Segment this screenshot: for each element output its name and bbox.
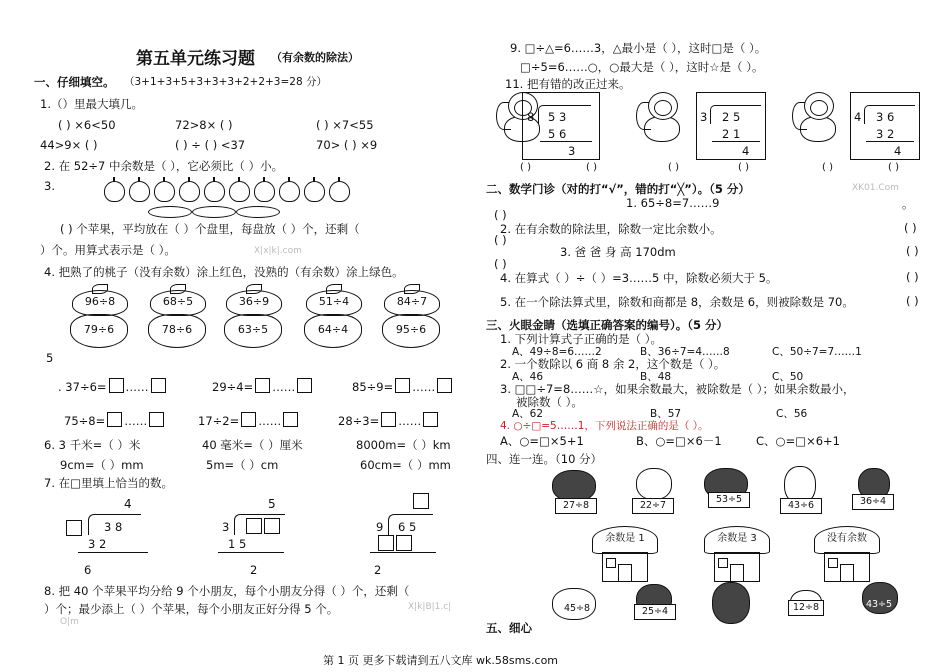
section-2-heading: 二、数学门诊（对的打“√”，错的打“╳”）。（5 分） <box>486 182 750 196</box>
q6-item: 9cm=（ ）mm <box>60 458 144 472</box>
q1-item: ( ) ÷ ( ) <37 <box>175 138 246 152</box>
s3-question-2: 2. 一个数除以 6 商 8 余 2，这个数是（ ）。 <box>500 357 726 371</box>
peach-bottom-expression: 64÷4 <box>304 314 362 348</box>
expression-card: 27÷8 <box>555 498 597 514</box>
s2-item-2: 2. 在有余数的除法里，除数一定比余数小。 <box>500 222 722 236</box>
apple-icon <box>304 181 325 202</box>
expression-card: 22÷7 <box>632 498 674 514</box>
peach-top-expression: 51÷4 <box>306 290 362 316</box>
question-2: 2. 在 52÷7 中余数是（ ），它必须比（ ）小。 <box>44 159 284 173</box>
answer-blank: ( ) <box>586 162 597 173</box>
s2-item-1: 1. 65÷8=7……9 <box>626 196 720 210</box>
answer-blank: ( ) <box>668 162 679 173</box>
apple-icon <box>254 181 275 202</box>
s3-question-3-b: 被除数（ ）。 <box>516 395 583 409</box>
expression-card: 45÷8 <box>563 603 591 614</box>
option: A、46 <box>512 371 544 383</box>
house-label: 没有余数 <box>814 526 880 554</box>
answer-blank: ( ) <box>888 162 899 173</box>
peach-bottom-expression: 79÷6 <box>70 314 128 348</box>
s3-question-3-a: 3. □□÷7=8……☆，如果余数最大，被除数是（ ）；如果余数最小， <box>500 382 855 396</box>
house <box>592 526 658 584</box>
answer-blank: ( ) <box>906 270 919 284</box>
lion-icon <box>712 582 750 624</box>
monkey-icon <box>640 92 694 150</box>
apple-icon <box>204 181 225 202</box>
plate-icon <box>236 206 280 218</box>
quotient: 5 <box>268 497 276 511</box>
peach <box>224 290 282 354</box>
answer-blank: ( ) <box>520 162 531 173</box>
monkey-icon <box>796 92 850 150</box>
panda-icon <box>636 468 672 500</box>
division-line <box>370 552 436 553</box>
house-label: 余数是 1 <box>592 526 658 554</box>
s2-item-3: 3. 爸 爸 身 高 170dm <box>560 245 676 259</box>
page-footer: 第 1 页 更多下载请到五八文库 wk.58sms.com <box>323 654 559 667</box>
dividend: 3 6 <box>876 110 895 124</box>
expression-card: 43÷5 <box>865 599 893 610</box>
s3-question-1: 1. 下列计算式子正确的是（ ）。 <box>500 332 663 346</box>
question-9-line-a: 9. □÷△=6……3，△最小是（ ），这时□是（ ）。 <box>510 41 767 55</box>
s2-item-4: 4. 在算式（ ）÷（ ）=3……5 中，除数必须大于 5。 <box>500 271 778 285</box>
product: 2 1 <box>722 127 741 141</box>
answer-blank: ( ) <box>906 244 919 258</box>
q6-item: 6. 3 千米=（ ）米 <box>44 438 141 452</box>
peach-top-expression: 84÷7 <box>384 290 440 316</box>
section-1-points: （3+1+3+5+3+3+3+2+2+3=28 分） <box>124 76 327 88</box>
q5-item: 85÷9= …… <box>352 378 454 394</box>
answer-blank: ( ) <box>738 162 749 173</box>
divisor: 8 <box>527 110 535 124</box>
quotient: 4 <box>124 497 132 511</box>
watermark: X|x|k|.com <box>254 246 302 256</box>
apple-icon <box>179 181 200 202</box>
q5-item: . 37÷6= …… <box>58 378 168 394</box>
peach <box>382 290 440 354</box>
option: C、50 <box>772 371 804 383</box>
section-3-heading: 三、火眼金睛（选填正确答案的编号）。（5 分） <box>486 318 729 332</box>
problem-frame <box>696 92 766 160</box>
q1-item: ( ) ×7<55 <box>316 118 374 132</box>
expression-card: 25÷4 <box>634 604 676 620</box>
peach-bottom-expression: 95÷6 <box>382 314 440 348</box>
dividend: 2 5 <box>722 110 741 124</box>
blank-box <box>246 518 262 534</box>
problem-frame <box>522 92 600 160</box>
question-7: 7. 在□里填上恰当的数。 <box>44 476 173 490</box>
peach <box>148 290 206 354</box>
house <box>814 526 880 584</box>
answer-blank: ( ) <box>822 162 833 173</box>
expression-card: 43÷6 <box>780 498 822 514</box>
option: C、56 <box>776 408 808 420</box>
divisor: 9 <box>376 520 384 534</box>
question-8-line-b: ）个；最少添上（ ）个苹果，每个小朋友正好分得 5 个。 <box>44 602 339 616</box>
watermark: X|k|B|1.c| <box>408 602 452 612</box>
answer-blank: ( ) <box>904 221 917 235</box>
s3-question-4: 4. ○÷□=5……1，下列说法正确的是（ ）。 <box>500 420 709 432</box>
q6-item: 8000m=（ ）km <box>356 438 451 452</box>
peach <box>304 290 362 354</box>
remainder: 6 <box>84 563 92 577</box>
answer-blank: ( ) <box>906 294 919 308</box>
plate-icon <box>192 206 236 218</box>
product: 1 5 <box>228 537 247 551</box>
question-3-line-a: ( ) 个苹果，平均放在（ ）个盘里，每盘放（ ）个，还剩（ <box>60 222 360 236</box>
remainder: 2 <box>374 563 382 577</box>
remainder: 2 <box>250 563 258 577</box>
q1-item: 72>8× ( ) <box>175 118 233 132</box>
answer-blank: ( ) <box>494 257 507 271</box>
blank-box <box>396 535 412 551</box>
apple-icon <box>229 181 250 202</box>
q5-item: 28÷3= …… <box>338 412 440 428</box>
question-8-line-a: 8. 把 40 个苹果平均分给 9 个小朋友，每个小朋友分得（ ）个，还剩（ <box>44 584 410 598</box>
question-11: 11. 把有错的改正过来。 <box>505 77 631 91</box>
plate-icon <box>148 206 192 218</box>
remainder: 4 <box>742 144 750 158</box>
peach-bottom-expression: 78÷6 <box>148 314 206 348</box>
q6-item: 5m=（ ）cm <box>206 458 279 472</box>
worksheet-title: 第五单元练习题 <box>136 49 255 69</box>
section-1-heading: 一、仔细填空。 <box>34 75 115 89</box>
division-line <box>540 141 592 142</box>
q1-item: ( ) ×6<50 <box>58 118 116 132</box>
house-label: 余数是 3 <box>704 526 770 554</box>
division-line <box>78 552 148 553</box>
option: B、36÷7=4……8 <box>640 346 730 358</box>
peach-top-expression: 96÷8 <box>72 290 128 316</box>
q1-item: 44>9× ( ) <box>40 138 98 152</box>
dividend: 5 3 <box>548 110 567 124</box>
product: 5 6 <box>548 127 567 141</box>
divisor: 3 <box>222 520 230 534</box>
dividend: 6 5 <box>398 520 417 534</box>
division-line <box>712 141 760 142</box>
option: A、49÷8=6……2 <box>512 346 602 358</box>
blank-box <box>264 518 280 534</box>
option: C、50÷7=7……1 <box>772 346 862 358</box>
option: C、○=□×6+1 <box>756 434 840 448</box>
option: A、○=□×5+1 <box>500 434 584 448</box>
blank-box <box>413 493 429 509</box>
apple-icon <box>279 181 300 202</box>
peach-top-expression: 36÷9 <box>226 290 282 316</box>
house <box>704 526 770 584</box>
watermark: O|m <box>60 617 79 627</box>
product: 3 2 <box>876 127 895 141</box>
q5-item: 75÷8= …… <box>64 412 166 428</box>
option: B、○=□×6－1 <box>636 434 722 448</box>
expression-card: 36÷4 <box>852 494 894 510</box>
blank-box <box>378 535 394 551</box>
q5-item: 17÷2= …… <box>198 412 300 428</box>
product: 3 2 <box>88 537 107 551</box>
divisor: 4 <box>854 110 862 124</box>
answer-blank: ( ) <box>494 233 507 247</box>
answer-blank: ( ) <box>494 208 507 222</box>
remainder: 4 <box>894 144 902 158</box>
peach <box>70 290 128 354</box>
q6-item: 40 毫米=（ ）厘米 <box>202 438 303 452</box>
s2-item-5: 5. 在一个除法算式里，除数和商都是 8，余数是 6，则被除数是 70。 <box>500 295 854 309</box>
option: B、57 <box>650 408 682 420</box>
division-line <box>218 552 284 553</box>
peach-top-expression: 68÷5 <box>150 290 206 316</box>
question-4: 4. 把熟了的桃子（没有余数）涂上红色，没熟的（有余数）涂上绿色。 <box>44 265 404 279</box>
q6-item: 60cm=（ ）mm <box>360 458 451 472</box>
problem-frame <box>850 92 920 160</box>
question-1: 1.（）里最大填几。 <box>40 97 143 111</box>
section-5-heading: 五、细心 <box>486 621 532 635</box>
division-line <box>866 141 914 142</box>
question-9-line-b: □÷5=6……○，○最大是（ ），这时☆是（ ）。 <box>520 60 764 74</box>
blank-box <box>66 520 82 536</box>
worksheet-subtitle: （有余数的除法） <box>271 51 359 64</box>
peach-bottom-expression: 63÷5 <box>224 314 282 348</box>
apple-icon <box>104 181 125 202</box>
watermark: XK01.Com <box>852 183 899 193</box>
expression-card: 53÷5 <box>708 492 750 508</box>
dividend: 3 8 <box>104 520 123 534</box>
question-3-line-b: ）个。用算式表示是（ ）。 <box>40 243 176 257</box>
option: A、62 <box>512 408 544 420</box>
question-5-number: 5 <box>46 351 54 365</box>
option: B、48 <box>640 371 672 383</box>
question-3-number: 3. <box>44 179 55 193</box>
s2-dot: 。 <box>902 197 914 211</box>
section-4-heading: 四、连一连。（10 分） <box>486 452 603 466</box>
q1-item: 70> ( ) ×9 <box>316 138 378 152</box>
divisor: 3 <box>700 110 708 124</box>
expression-card: 12÷8 <box>788 600 824 616</box>
apple-icon <box>154 181 175 202</box>
remainder: 3 <box>568 144 576 158</box>
q5-item: 29÷4= …… <box>212 378 314 394</box>
apple-icon <box>129 181 150 202</box>
apple-icon <box>329 181 350 202</box>
